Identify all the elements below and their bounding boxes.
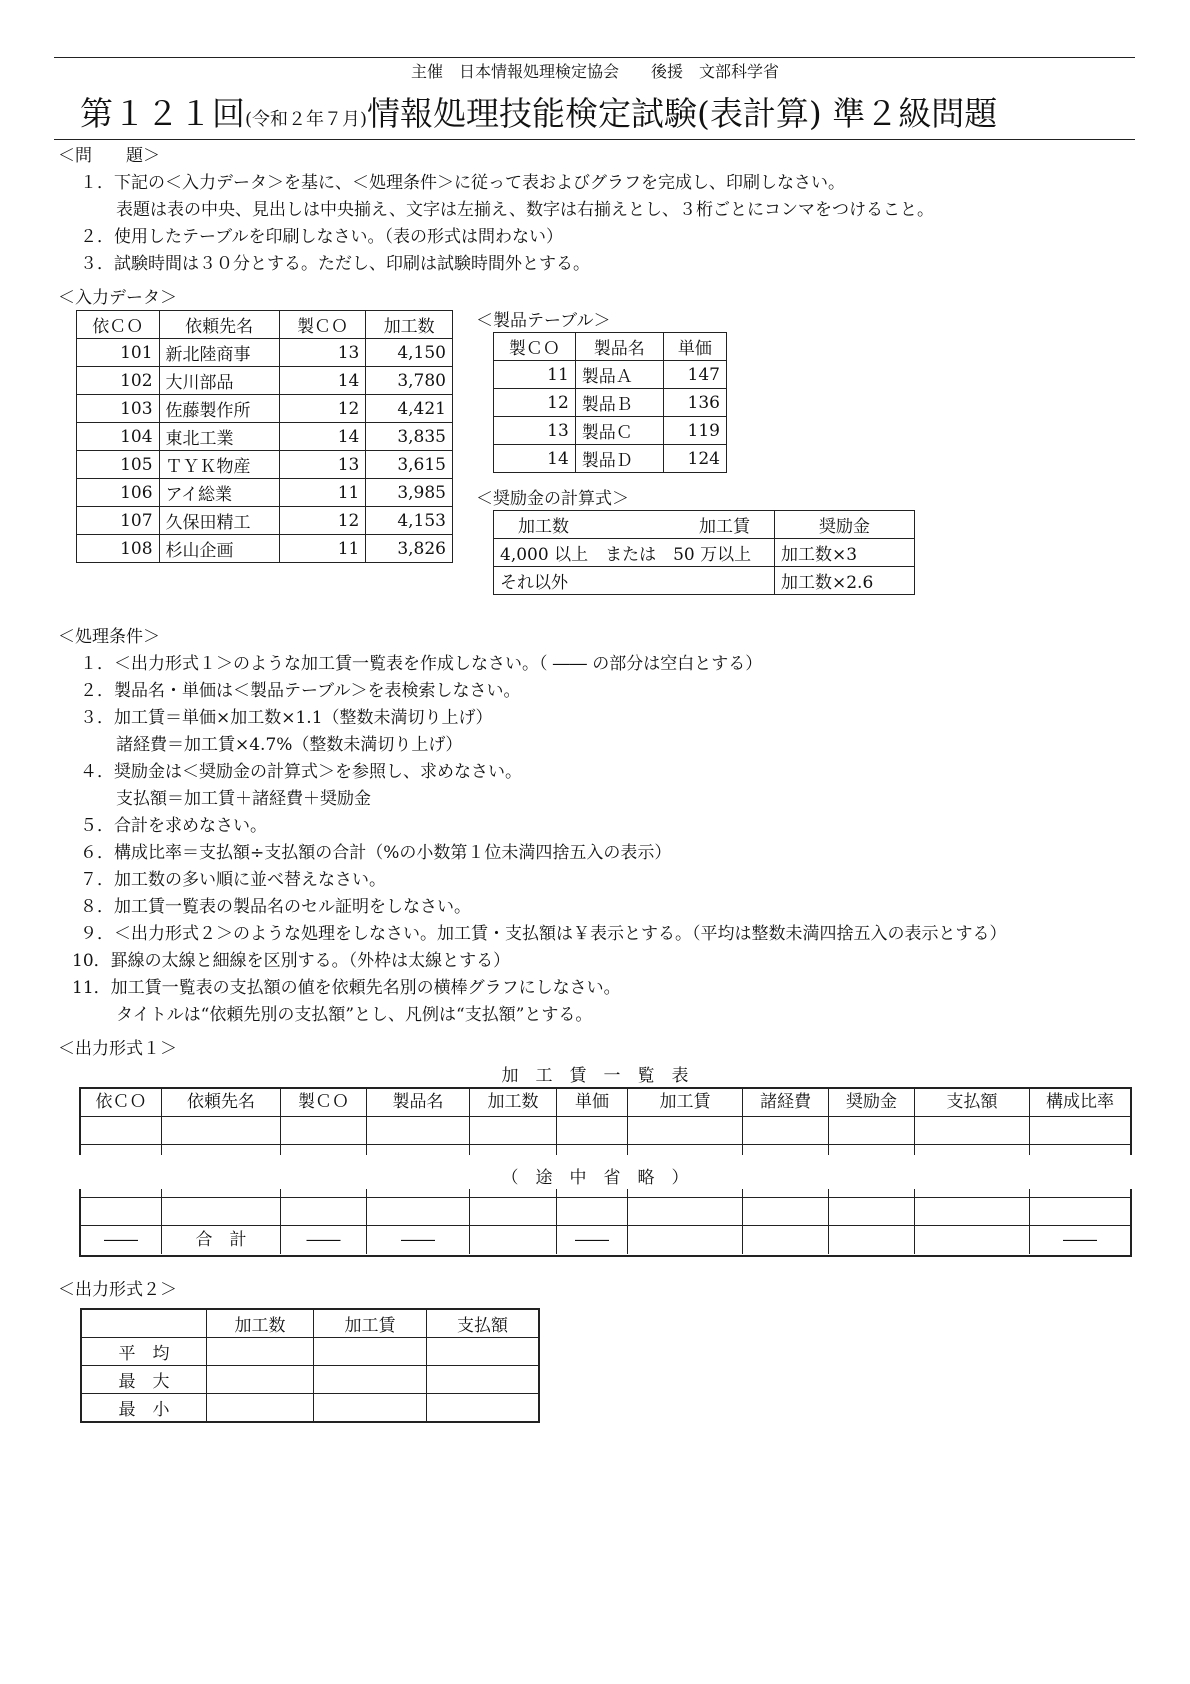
cell: 107 — [77, 507, 160, 535]
cell — [557, 1189, 628, 1225]
bonus-header-count: 加工数 — [518, 517, 569, 537]
col-header: 依ＣＯ — [81, 1089, 162, 1116]
cell: ＴＹＫ物産 — [159, 451, 279, 479]
title-main-a: 第１２１回 — [80, 94, 245, 133]
table-header-row — [77, 311, 453, 339]
col-header: 製品名 — [367, 1089, 470, 1116]
table-row — [81, 1189, 1130, 1226]
cell: 13 — [279, 451, 366, 479]
col-header: 依頼先名 — [159, 311, 279, 339]
cell — [743, 1117, 829, 1155]
condition-line-11: 11．加工賃一覧表の支払額の値を依頼先名別の横棒グラフにしなさい。 — [72, 978, 621, 998]
cell — [207, 1394, 314, 1423]
condition-line-5: ５．合計を求めなさい。 — [80, 816, 267, 836]
table-row — [494, 417, 727, 445]
condition-line-10: 10．罫線の太線と細線を区別する。（外枠は太線とする） — [72, 951, 511, 971]
problem-heading: ＜問 題＞ — [58, 146, 160, 166]
cell — [81, 1309, 207, 1338]
cell: 12 — [279, 507, 366, 535]
col-header: 奨励金 — [829, 1089, 915, 1116]
cell: 119 — [663, 417, 726, 445]
cell: 久保田精工 — [159, 507, 279, 535]
table-row — [77, 479, 453, 507]
bonus-formula-heading: ＜奨励金の計算式＞ — [476, 489, 629, 509]
cell — [81, 1189, 162, 1225]
cell: 12 — [279, 395, 366, 423]
cell — [314, 1338, 427, 1366]
output1-table-bottom — [79, 1189, 1132, 1257]
cell: 13 — [279, 339, 366, 367]
cell: 103 — [77, 395, 160, 423]
col-header: 加工数 — [207, 1309, 314, 1338]
cell: 14 — [494, 445, 576, 473]
cell: アイ総業 — [159, 479, 279, 507]
table-row — [77, 395, 453, 423]
cell: 108 — [77, 535, 160, 563]
dash-cell: ―― — [367, 1226, 470, 1254]
cell: 3,835 — [366, 423, 453, 451]
cell — [162, 1189, 281, 1225]
table-row — [77, 535, 453, 563]
condition-line-11b: タイトルは“依頼先別の支払額”とし、凡例は“支払額”とする。 — [116, 1005, 593, 1025]
cell: 147 — [663, 361, 726, 389]
bonus-header-fee: 加工賃 — [699, 517, 750, 537]
cell — [915, 1189, 1030, 1225]
cell — [427, 1338, 540, 1366]
bonus-header-left — [494, 511, 775, 539]
cell: 11 — [279, 479, 366, 507]
cell: 製品Ｂ — [575, 389, 663, 417]
cell — [915, 1226, 1030, 1254]
cell: 105 — [77, 451, 160, 479]
cell — [628, 1189, 743, 1225]
output1-header-row — [81, 1089, 1130, 1117]
conditions-heading: ＜処理条件＞ — [58, 627, 160, 647]
cell — [281, 1189, 367, 1225]
table-row — [81, 1366, 539, 1394]
title-rule — [54, 139, 1135, 140]
table-row — [77, 451, 453, 479]
cell: 12 — [494, 389, 576, 417]
cell: 13 — [494, 417, 576, 445]
row-divider — [81, 1197, 1130, 1198]
table-row — [81, 1394, 539, 1423]
cell — [829, 1189, 915, 1225]
table-row — [494, 361, 727, 389]
table-row — [494, 567, 915, 595]
cell: 136 — [663, 389, 726, 417]
condition-line-7: ７．加工数の多い順に並べ替えなさい。 — [80, 870, 386, 890]
cell — [470, 1117, 557, 1155]
input-data-table — [76, 310, 453, 563]
condition-line-9: ９．＜出力形式２＞のような処理をしなさい。加工賃・支払額は￥表示とする。（平均は整数未満四捨五入の表示とする） — [80, 924, 1007, 944]
cell: 佐藤製作所 — [159, 395, 279, 423]
product-table — [493, 332, 727, 473]
cell: 124 — [663, 445, 726, 473]
page-title — [80, 88, 997, 135]
cell — [207, 1366, 314, 1394]
dash-cell: ―― — [81, 1226, 162, 1254]
table-row — [77, 423, 453, 451]
condition-line-2: ２．製品名・単価は＜製品テーブル＞を表検索しなさい。 — [80, 681, 521, 701]
bonus-row2-left: それ以外 — [494, 567, 775, 595]
cell: 杉山企画 — [159, 535, 279, 563]
table-header-row — [494, 333, 727, 361]
cell — [470, 1226, 557, 1254]
cell — [367, 1189, 470, 1225]
output1-title: 加 工 賃 一 覧 表 — [501, 1066, 689, 1086]
cell: 東北工業 — [159, 423, 279, 451]
table-header-row — [494, 511, 915, 539]
row-label: 平 均 — [81, 1338, 207, 1366]
cell: 102 — [77, 367, 160, 395]
dash-cell: ―― — [557, 1226, 628, 1254]
total-row — [81, 1226, 1130, 1254]
omitted-label: （ 途 中 省 略 ） — [501, 1168, 689, 1188]
col-header: 加工数 — [366, 311, 453, 339]
condition-line-6: ６．構成比率＝支払額÷支払額の合計（%の小数第１位未満四捨五入の表示） — [80, 843, 672, 863]
col-header: 依ＣＯ — [77, 311, 160, 339]
cell: 新北陸商事 — [159, 339, 279, 367]
cell: 4,421 — [366, 395, 453, 423]
cell: 4,150 — [366, 339, 453, 367]
cell — [829, 1117, 915, 1155]
col-header: 単価 — [557, 1089, 628, 1116]
cell — [628, 1226, 743, 1254]
col-header: 単価 — [663, 333, 726, 361]
title-sub: (令和２年７月) — [245, 109, 368, 130]
cell — [367, 1117, 470, 1155]
row-divider — [81, 1144, 1130, 1145]
cell: 3,780 — [366, 367, 453, 395]
problem-line-2: 表題は表の中央、見出しは中央揃え、文字は左揃え、数字は右揃えとし、３桁ごとにコンマをつけること。 — [116, 200, 935, 220]
dash-cell: ―― — [281, 1226, 367, 1254]
bonus-formula-table — [493, 510, 915, 595]
condition-line-4: ４．奨励金は＜奨励金の計算式＞を参照し、求めなさい。 — [80, 762, 522, 782]
condition-line-8: ８．加工賃一覧表の製品名のセル証明をしなさい。 — [80, 897, 471, 917]
title-main-b: 情報処理技能検定試験(表計算) 準２級問題 — [367, 94, 998, 133]
table-row — [494, 445, 727, 473]
cell: 14 — [279, 367, 366, 395]
problem-line-1: １．下記の＜入力データ＞を基に、＜処理条件＞に従って表およびグラフを完成し、印刷しなさい。 — [80, 173, 845, 193]
output2-heading: ＜出力形式２＞ — [58, 1280, 177, 1300]
condition-line-1: １．＜出力形式１＞のような加工賃一覧表を作成しなさい。（ ―― の部分は空白とする） — [80, 654, 763, 674]
cell — [162, 1117, 281, 1155]
cell: 製品Ｃ — [575, 417, 663, 445]
cell: 4,153 — [366, 507, 453, 535]
output1-heading: ＜出力形式１＞ — [58, 1039, 177, 1059]
cell — [829, 1226, 915, 1254]
cell — [314, 1394, 427, 1423]
cell: 11 — [494, 361, 576, 389]
product-table-heading: ＜製品テーブル＞ — [476, 311, 611, 331]
cell — [81, 1117, 162, 1155]
cell: 3,615 — [366, 451, 453, 479]
cell — [743, 1189, 829, 1225]
table-row — [81, 1117, 1130, 1155]
table-row — [81, 1338, 539, 1366]
cell: 3,826 — [366, 535, 453, 563]
cell: 製品Ｄ — [575, 445, 663, 473]
bonus-row1-left: 4,000 以上 または 50 万以上 — [494, 539, 775, 567]
col-header: 加工賃 — [628, 1089, 743, 1116]
cell — [470, 1189, 557, 1225]
col-header: 製ＣＯ — [494, 333, 576, 361]
cell: 101 — [77, 339, 160, 367]
sponsor-line: 主催 日本情報処理検定協会 後援 文部科学省 — [410, 62, 779, 81]
col-header: 製ＣＯ — [279, 311, 366, 339]
table-row — [494, 539, 915, 567]
bonus-header-right: 奨励金 — [775, 511, 915, 539]
total-label: 合 計 — [162, 1226, 281, 1254]
problem-line-4: ３．試験時間は３０分とする。ただし、印刷は試験時間外とする。 — [80, 254, 590, 274]
cell — [281, 1117, 367, 1155]
col-header: 依頼先名 — [162, 1089, 281, 1116]
cell — [427, 1366, 540, 1394]
col-header: 加工数 — [470, 1089, 557, 1116]
cell — [557, 1117, 628, 1155]
condition-line-4b: 支払額＝加工賃＋諸経費＋奨励金 — [116, 789, 371, 809]
row-label: 最 小 — [81, 1394, 207, 1423]
table-row — [77, 507, 453, 535]
cell — [743, 1226, 829, 1254]
col-header: 加工賃 — [314, 1309, 427, 1338]
cell — [314, 1366, 427, 1394]
cell — [427, 1394, 540, 1423]
top-rule — [54, 57, 1135, 58]
output1-table-top — [79, 1087, 1132, 1155]
col-header: 製品名 — [575, 333, 663, 361]
table-header-row — [81, 1309, 539, 1338]
col-header: 諸経費 — [743, 1089, 829, 1116]
cell — [1030, 1117, 1130, 1155]
dash-cell: ―― — [1063, 1230, 1097, 1250]
cell: 14 — [279, 423, 366, 451]
cell: 104 — [77, 423, 160, 451]
table-row — [77, 367, 453, 395]
input-data-heading: ＜入力データ＞ — [58, 288, 177, 308]
condition-line-3: ３．加工賃＝単価×加工数×1.1（整数未満切り上げ） — [80, 708, 493, 728]
table-row — [494, 389, 727, 417]
col-header: 支払額 — [915, 1089, 1030, 1116]
cell: 11 — [279, 535, 366, 563]
bonus-row1-right: 加工数×3 — [775, 539, 915, 567]
row-label: 最 大 — [81, 1366, 207, 1394]
col-header: 構成比率 — [1046, 1092, 1114, 1112]
cell — [207, 1338, 314, 1366]
col-header: 支払額 — [427, 1309, 540, 1338]
cell — [628, 1117, 743, 1155]
table-row — [77, 339, 453, 367]
condition-line-3b: 諸経費＝加工賃×4.7%（整数未満切り上げ） — [116, 735, 463, 755]
cell: 106 — [77, 479, 160, 507]
problem-line-3: ２．使用したテーブルを印刷しなさい。（表の形式は問わない） — [80, 227, 563, 247]
col-header: 製ＣＯ — [281, 1089, 367, 1116]
cell: 製品Ａ — [575, 361, 663, 389]
output2-table — [80, 1308, 540, 1423]
bonus-row2-right: 加工数×2.6 — [775, 567, 915, 595]
cell: 大川部品 — [159, 367, 279, 395]
cell: 3,985 — [366, 479, 453, 507]
cell — [1030, 1189, 1130, 1225]
cell — [915, 1117, 1030, 1155]
